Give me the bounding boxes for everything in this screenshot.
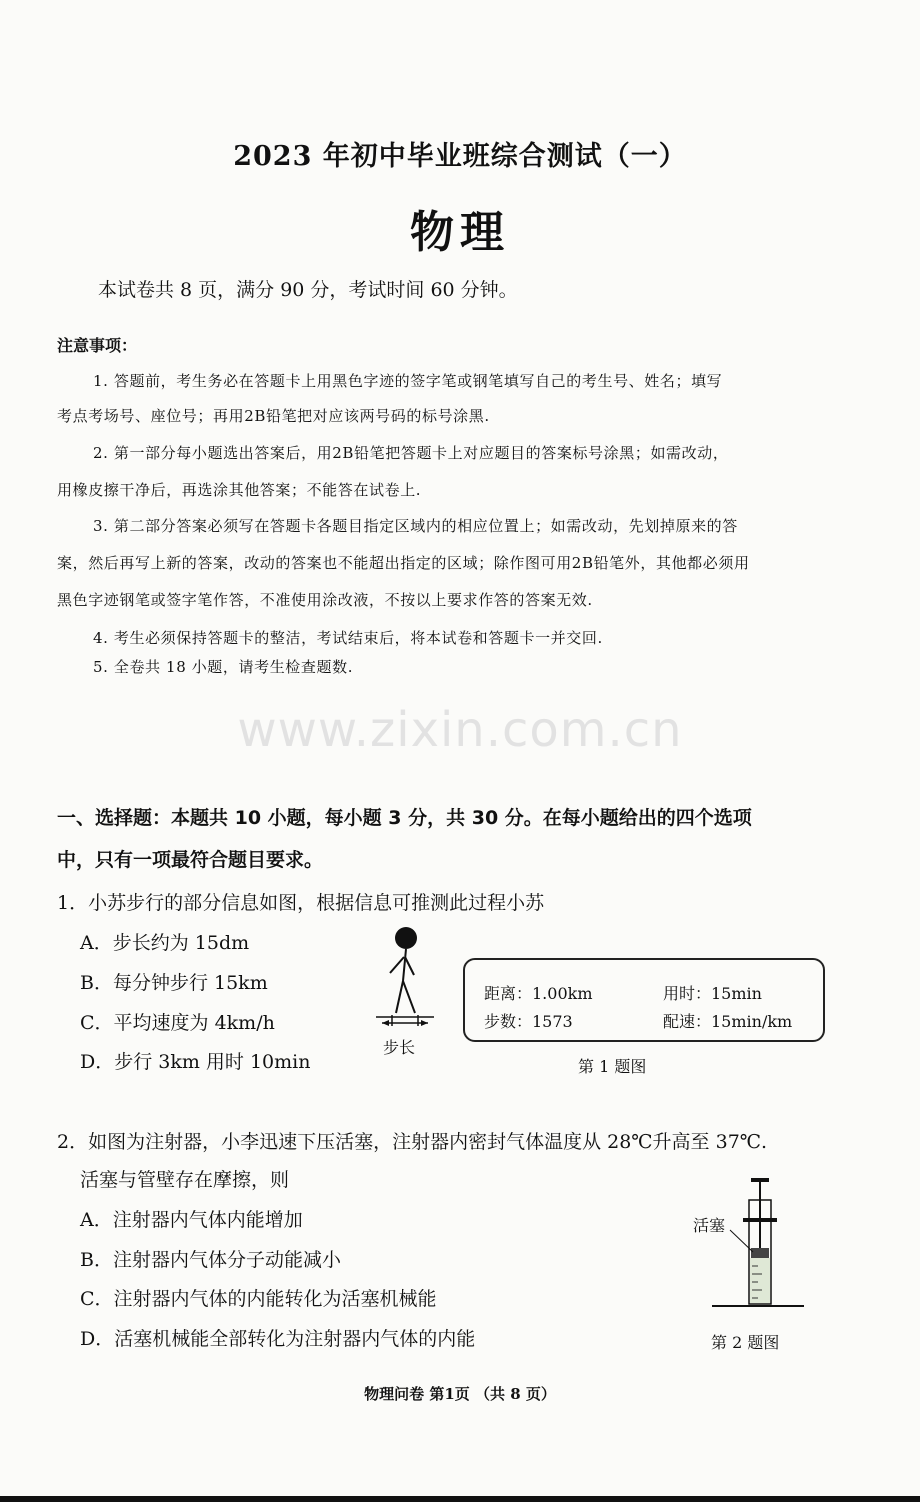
q2-option-d: D．活塞机械能全部转化为注射器内气体的内能 bbox=[80, 1328, 476, 1350]
notice-line: 2. 第一部分每小题选出答案后，用2B铅笔把答题卡上对应题目的答案标号涂黑；如需改动， bbox=[93, 444, 729, 462]
exam-intro: 本试卷共 8 页，满分 90 分，考试时间 60 分钟。 bbox=[98, 279, 518, 301]
watermark: www.zixin.com.cn bbox=[237, 702, 683, 758]
syringe-figure bbox=[700, 1170, 810, 1315]
figure-2-caption: 第 2 题图 bbox=[711, 1333, 780, 1352]
notice-line: 用橡皮擦干净后，再选涂其他答案；不能答在试卷上. bbox=[57, 481, 422, 499]
section-heading-cont: 中，只有一项最符合题目要求。 bbox=[57, 849, 324, 871]
q1-option-b: B．每分钟步行 15km bbox=[80, 972, 268, 994]
notice-heading: 注意事项： bbox=[57, 336, 138, 355]
plunger-label: 活塞 bbox=[693, 1216, 726, 1235]
notice-line: 3. 第二部分答案必须写在答题卡各题目指定区域内的相应位置上；如需改动，先划掉原来的答 bbox=[93, 517, 738, 535]
subject-title: 物理 bbox=[410, 207, 510, 258]
notice-line: 4. 考生必须保持答题卡的整洁，考试结束后，将本试卷和答题卡一并交回. bbox=[93, 629, 603, 647]
q1-option-a: A．步长约为 15dm bbox=[80, 932, 250, 954]
stride-label: 步长 bbox=[383, 1038, 416, 1057]
question-1-stem: 1．小苏步行的部分信息如图，根据信息可推测此过程小苏 bbox=[57, 892, 545, 914]
section-heading: 一、选择题：本题共 10 小题，每小题 3 分，共 30 分。在每小题给出的四个选项 bbox=[57, 807, 752, 829]
scan-edge bbox=[0, 1496, 920, 1502]
notice-line: 5. 全卷共 18 小题，请考生检查题数. bbox=[93, 658, 354, 676]
q1-option-d: D．步行 3km 用时 10min bbox=[80, 1051, 311, 1073]
notice-line: 黑色字迹钢笔或签字笔作答，不准使用涂改液，不按以上要求作答的答案无效. bbox=[57, 591, 593, 609]
question-2-stem: 2．如图为注射器，小李迅速下压活塞，注射器内密封气体温度从 28℃升高至 37℃. bbox=[57, 1131, 768, 1153]
q2-option-b: B．注射器内气体分子动能减小 bbox=[80, 1249, 341, 1271]
distance-value: 距离：1.00km bbox=[484, 984, 593, 1003]
exam-title: 2023 年初中毕业班综合测试（一） bbox=[233, 141, 687, 172]
figure-1-caption: 第 1 题图 bbox=[578, 1057, 647, 1076]
page-footer: 物理问卷 第1页 （共 8 页） bbox=[364, 1385, 556, 1403]
pace-value: 配速：15min/km bbox=[663, 1012, 793, 1031]
steps-value: 步数：1573 bbox=[484, 1012, 573, 1031]
q2-option-c: C．注射器内气体的内能转化为活塞机械能 bbox=[80, 1288, 437, 1310]
notice-line: 案，然后再写上新的答案，改动的答案也不能超出指定的区域；除作图可用2B铅笔外，其他都必须用 bbox=[57, 554, 750, 572]
question-2-stem-cont: 活塞与管壁存在摩擦，则 bbox=[80, 1169, 290, 1191]
walker-figure bbox=[370, 925, 440, 1035]
q2-option-a: A．注射器内气体内能增加 bbox=[80, 1209, 303, 1231]
notice-line: 1. 答题前，考生务必在答题卡上用黑色字迹的签字笔或钢笔填写自己的考生号、姓名；填写 bbox=[93, 372, 723, 390]
notice-line: 考点考场号、座位号；再用2B铅笔把对应该两号码的标号涂黑. bbox=[57, 407, 490, 425]
q1-option-c: C．平均速度为 4km/h bbox=[80, 1012, 275, 1034]
time-value: 用时：15min bbox=[663, 984, 762, 1003]
